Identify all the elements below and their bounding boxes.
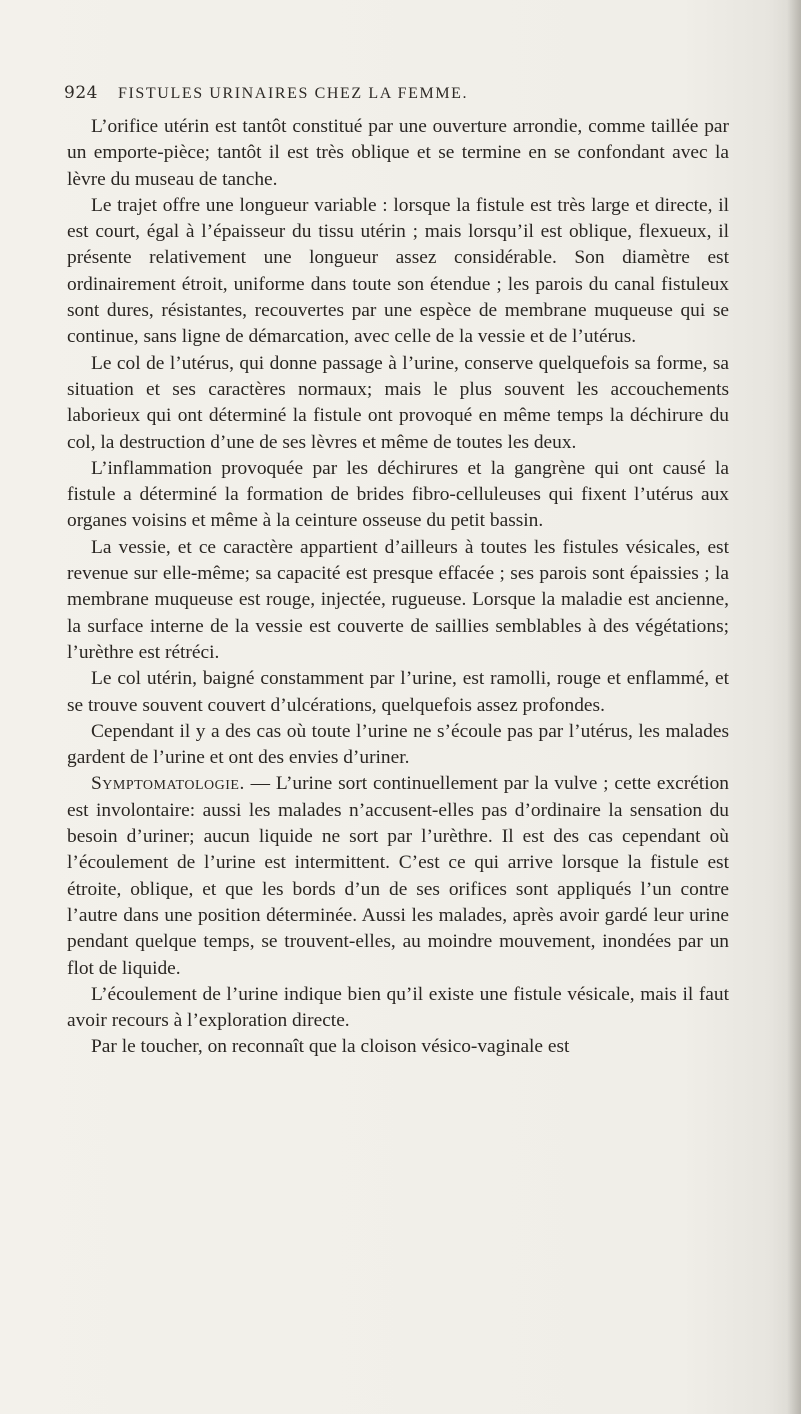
paragraph	[67, 193, 729, 351]
paragraph	[67, 982, 729, 1035]
paragraph-text: Par le toucher, on reconnaît que la cloison vésico-vaginale est	[91, 1036, 570, 1058]
paragraph-text: Le col utérin, baigné constamment par l’urine, est ramolli, rouge et enflammé, et se trouve souvent couvert d’ulcérations, quelquefois assez profondes.	[67, 668, 729, 716]
paragraph	[67, 114, 729, 193]
page-number: 924	[64, 83, 98, 103]
section-heading: Symptomatologie.	[91, 773, 245, 795]
paragraph-text: L’écoulement de l’urine indique bien qu’il existe une fistule vésicale, mais il faut avoir recours à l’exploration directe.	[67, 983, 729, 1032]
paragraph	[67, 351, 729, 456]
paragraph	[67, 456, 729, 535]
paragraph-text: — L’urine sort continuellement par la vulve ; cette excrétion est involontaire: aussi les malades n’accusent-elles pas d’ordinaire la sensation du besoin d’uriner; aucun liquide ne sort par l’urèthre. Il est des cas cependant où l’écoulement de l’urine est intermittent. C’est ce qui arrive lorsque la fistule est étroite, oblique, et que les bords d’un de ses orifices sont appliqués l’un contre l’autre dans une position déterminée. Aussi les malades, après avoir gardé leur urine pendant quelque temps, se trouvent-elles, au moindre mouvement, inondées par un flot de liquide.	[67, 773, 729, 979]
paragraph	[67, 1034, 729, 1060]
paragraph	[67, 666, 729, 719]
paragraph	[67, 771, 729, 981]
paragraph-text: Le trajet offre une longueur variable : lorsque la fistule est très large et directe, il est court, égal à l’épaisseur du tissu utérin ; mais lorsqu’il est oblique, flexueux, il présente relativement une longueur assez considérable. Son diamètre est ordinairement étroit, uniforme dans toute son étendue ; les parois du canal fistuleux sont dures, résistantes, recouvertes par une espèce de membrane muqueuse qui se continue, sans ligne de démarcation, avec celle de la vessie et de l’utérus.	[67, 194, 729, 348]
page-header	[64, 83, 724, 107]
paragraph	[67, 535, 729, 666]
running-title: FISTULES URINAIRES CHEZ LA FEMME.	[118, 85, 469, 102]
page-edge-shadow	[787, 0, 801, 1414]
paragraph-text: La vessie, et ce caractère appartient d’ailleurs à toutes les fistules vésicales, est revenue sur elle-même; sa capacité est presque effacée ; ses parois sont épaissies ; la membrane muqueuse est rouge, injectée, rugueuse. Lorsque la maladie est ancienne, la surface interne de la vessie est couverte de saillies semblables à des végétations; l’urèthre est rétréci.	[67, 536, 729, 663]
paragraph-text: Cependant il y a des cas où toute l’urine ne s’écoule pas par l’utérus, les malades gardent de l’urine et ont des envies d’uriner.	[67, 720, 729, 769]
paragraph	[67, 719, 729, 772]
paragraph-text: L’orifice utérin est tantôt constitué par une ouverture arrondie, comme taillée par un emporte-pièce; tantôt il est très oblique et se termine en se confondant avec la lèvre du museau de tanche.	[67, 116, 729, 190]
body-text	[67, 114, 729, 1061]
paragraph-text: Le col de l’utérus, qui donne passage à l’urine, conserve quelquefois sa forme, sa situation et ses caractères normaux; mais le plus souvent les accouchements laborieux qui ont déterminé la fistule ont provoqué en même temps la déchirure du col, la destruction d’une de ses lèvres et même de toutes les deux.	[67, 352, 729, 453]
paragraph-text: L’inflammation provoquée par les déchirures et la gangrène qui ont causé la fistule a déterminé la formation de brides fibro-celluleuses qui fixent l’utérus aux organes voisins et même à la ceinture osseuse du petit bassin.	[67, 457, 729, 532]
